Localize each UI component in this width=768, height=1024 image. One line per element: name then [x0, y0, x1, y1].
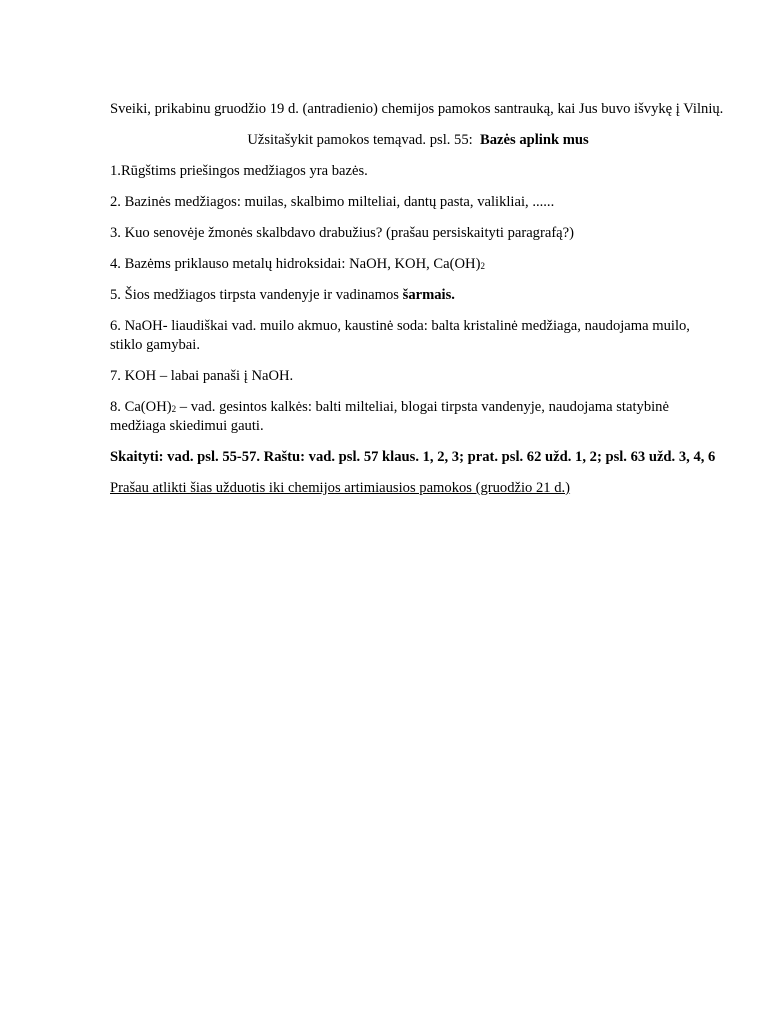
- point-3: 3. Kuo senovėje žmonės skalbdavo drabužius? (prašau persiskaityti paragrafą?): [110, 225, 574, 241]
- intro-paragraph: Sveiki, prikabinu gruodžio 19 d. (antradienio) chemijos pamokos santrauką, kai Jus buvo išvykę į Vilnių.: [110, 101, 724, 117]
- point-2: 2. Bazinės medžiagos: muilas, skalbimo milteliai, dantų pasta, valikliai, ......: [110, 194, 555, 210]
- point-5: [110, 286, 726, 305]
- point-4: [110, 255, 726, 274]
- topic-prefix: Užsitašykit pamokos temąvad. psl. 55:: [247, 132, 473, 148]
- point-8: [110, 398, 726, 436]
- point-4-text: 4. Bazėms priklauso metalų hidroksidai: NaOH, KOH, Ca(OH): [110, 256, 481, 272]
- point-8-subscript: 2: [171, 404, 177, 414]
- point-8-text: – vad. gesintos kalkės: balti milteliai, blogai tirpsta vandenyje, naudojama statybinė medžiaga skiedimui gauti.: [110, 399, 669, 434]
- deadline-text: Prašau atlikti šias užduotis iki chemijos artimiausios pamokos (gruodžio 21 d.): [110, 480, 571, 496]
- point-8-prefix: 8. Ca(OH): [110, 399, 172, 415]
- point-1: 1.Rūgštims priešingos medžiagos yra bazės.: [110, 163, 368, 179]
- topic-line: [110, 131, 726, 150]
- reading-assignment: Skaityti: vad. psl. 55-57. Raštu: vad. psl. 57 klaus. 1, 2, 3; prat. psl. 62 užd. 1, 2; psl. 63 užd. 3, 4, 6: [110, 449, 716, 465]
- point-5-text: 5. Šios medžiagos tirpsta vandenyje ir vadinamos: [110, 287, 399, 303]
- document-body: [110, 100, 726, 510]
- point-5-bold: šarmais.: [402, 287, 455, 303]
- point-7: 7. KOH – labai panaši į NaOH.: [110, 368, 294, 384]
- topic-title: Bazės aplink mus: [480, 132, 589, 148]
- deadline-note: [110, 479, 726, 498]
- point-6: 6. NaOH- liaudiškai vad. muilo akmuo, kaustinė soda: balta kristalinė medžiaga, naudojama muilo, stiklo gamybai.: [110, 318, 690, 353]
- point-4-subscript: 2: [480, 261, 485, 271]
